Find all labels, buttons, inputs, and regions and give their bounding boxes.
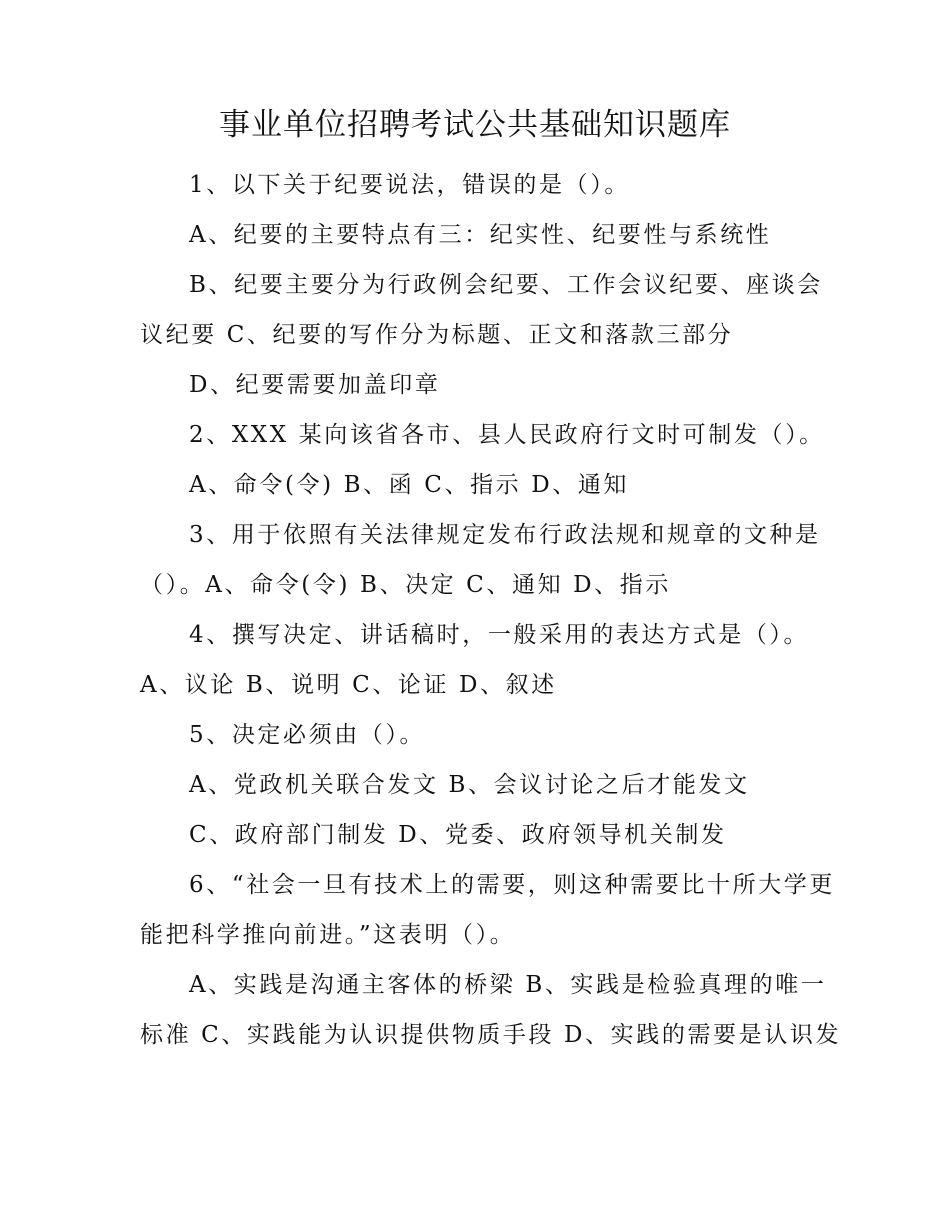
text-line: A、命令(令) B、函 C、指示 D、通知 bbox=[189, 472, 630, 498]
text-line: A、议论 B、说明 C、论证 D、叙述 bbox=[140, 672, 557, 698]
text-line: 4、撰写决定、讲话稿时，一般采用的表达方式是（）。 bbox=[189, 622, 810, 648]
text-line: B、纪要主要分为行政例会纪要、工作会议纪要、座谈会 bbox=[189, 272, 823, 298]
text-line: 6、“社会一旦有技术上的需要，则这种需要比十所大学更 bbox=[189, 872, 835, 898]
text-line: 标准 C、实践能为认识提供物质手段 D、实践的需要是认识发 bbox=[140, 1022, 842, 1048]
text-line: 1、以下关于纪要说法，错误的是（）。 bbox=[189, 172, 630, 198]
text-line: A、纪要的主要特点有三：纪实性、纪要性与系统性 bbox=[189, 222, 772, 248]
text-line: 议纪要 C、纪要的写作分为标题、正文和落款三部分 bbox=[140, 322, 734, 348]
text-line: C、政府部门制发 D、党委、政府领导机关制发 bbox=[189, 822, 727, 848]
text-line: 5、决定必须由（）。 bbox=[189, 722, 426, 748]
document-title: 事业单位招聘考试公共基础知识题库 bbox=[219, 107, 731, 143]
text-line: 能把科学推向前进。”这表明（）。 bbox=[140, 922, 516, 948]
text-line: 3、用于依照有关法律规定发布行政法规和规章的文种是 bbox=[189, 522, 821, 548]
text-line: 2、XXX 某向该省各市、县人民政府行文时可制发（）。 bbox=[189, 422, 825, 448]
text-line: D、纪要需要加盖印章 bbox=[189, 372, 441, 398]
document-body bbox=[140, 160, 842, 1060]
text-line: A、实践是沟通主客体的桥梁 B、实践是检验真理的唯一 bbox=[189, 972, 827, 998]
text-line: A、党政机关联合发文 B、会议讨论之后才能发文 bbox=[189, 772, 750, 798]
text-line: （）。A、命令(令) B、决定 C、通知 D、指示 bbox=[140, 572, 671, 598]
